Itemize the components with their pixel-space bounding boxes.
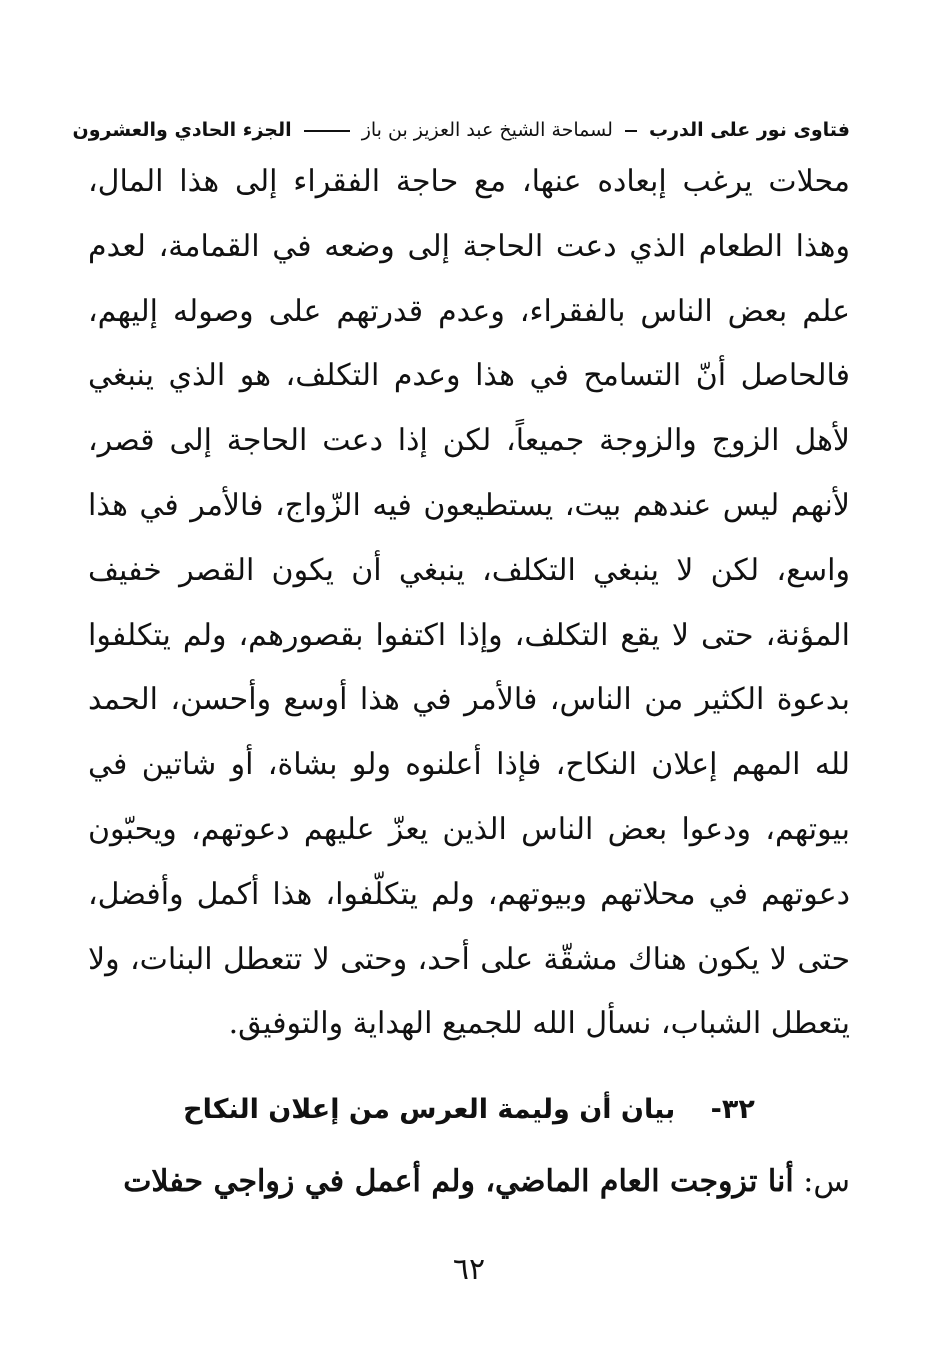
book-title: فتاوى نور على الدرب bbox=[649, 119, 850, 141]
section-number: ٣٢- bbox=[710, 1094, 755, 1125]
author-line: لسماحة الشيخ عبد العزيز بن باز bbox=[361, 119, 613, 141]
section-heading bbox=[88, 1080, 850, 1140]
question-prefix: س: bbox=[803, 1164, 850, 1199]
question bbox=[88, 1150, 850, 1214]
header-separator bbox=[304, 130, 350, 132]
page-number: ٦٢ bbox=[452, 1252, 486, 1287]
section-title: بيان أن وليمة العرس من إعلان النكاح bbox=[183, 1094, 676, 1125]
header-separator bbox=[625, 130, 637, 132]
running-header bbox=[72, 110, 850, 150]
body-paragraph: محلات يرغب إبعاده عنها، مع حاجة الفقراء إلى هذا المال، وهذا الطعام الذي دعت الحاجة إلى وضعه في القمامة، لعدم علم بعض الناس بالفقراء، وعدم قدرتهم على وصوله إليهم، فالحاصل أنّ التسامح في هذا وعدم التكلف، هو الذي ينبغي لأهل الزوج والزوجة جميعاً، لكن إذا دعت الحاجة إلى قصر، لأنهم ليس عندهم بيت، يستطيعون فيه الزّواج، فالأمر في هذا واسع، لكن لا ينبغي التكلف، ينبغي أن يكون القصر خفيف المؤنة، حتى لا يقع التكلف، وإذا اكتفوا بقصورهم، ولم يتكلفوا بدعوة الكثير من الناس، فالأمر في هذا أوسع وأحسن، الحمد لله المهم إعلان النكاح، فإذا أعلنوه ولو بشاة، أو شاتين في بيوتهم، ودعوا بعض الناس الذين يعزّ عليهم دعوتهم، ويحبّون دعوتهم في محلاتهم وبيوتهم، ولم يتكلّفوا، هذا أكمل وأفضل، حتى لا يكون هناك مشقّة على أحد، وحتى لا تتعطل البنات، ولا يتعطل الشباب، نسأل الله للجميع الهداية والتوفيق. bbox=[88, 164, 850, 1042]
part-label: الجزء الحادي والعشرون bbox=[72, 119, 292, 141]
body-text bbox=[88, 150, 850, 1057]
question-text: أنا تزوجت العام الماضي، ولم أعمل في زواجي حفلات bbox=[123, 1164, 794, 1199]
